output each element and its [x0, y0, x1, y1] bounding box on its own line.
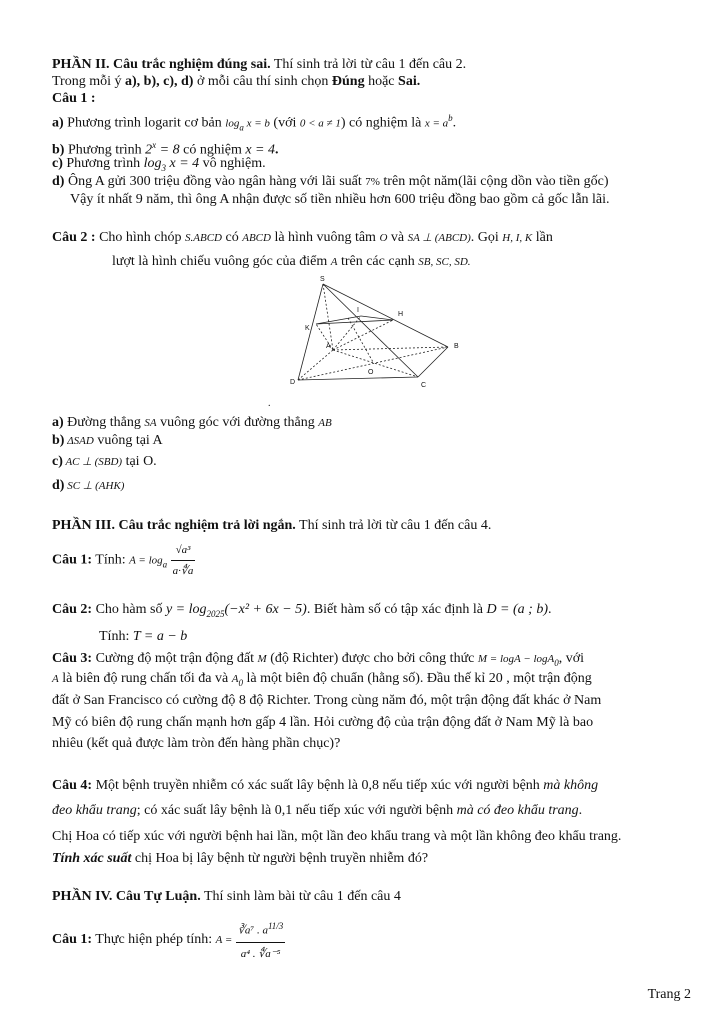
instruction-text: Trong mỗi ý [52, 74, 126, 89]
math: S.ABCD [185, 232, 222, 244]
item-text: có nghiệm [179, 142, 246, 158]
item-text: . [452, 115, 457, 131]
item-text: trên các cạnh [337, 254, 419, 269]
math: SA [144, 417, 157, 429]
fraction-numerator [236, 915, 285, 943]
item-text: ) có nghiệm là [340, 115, 425, 131]
item-text-italic: đeo khẩu trang [52, 803, 137, 818]
item-text: Thực hiện phép tính: [92, 932, 216, 948]
p3-q3-line4: Mỹ có biên độ rung chấn mạnh hơn gấp 4 lần. Hỏi cường độ của trận động đất ở Nam Mỹ là bao [52, 715, 594, 730]
math: SA ⊥ (ABCD) [407, 232, 471, 244]
p2-q2-a [52, 414, 332, 432]
p2-q1-d-line2: Vậy ít nhất 9 năm, thì ông A nhận được số tiền nhiều hơn 600 triệu đồng bao gồm cả gốc lẫn lãi. [70, 192, 610, 207]
center-o: O [368, 369, 374, 376]
math: M [257, 653, 267, 665]
instruction-true: Đúng [331, 74, 365, 89]
item-text: là một biên độ chuẩn (hằng số). Đầu thế kỉ 20 , một trận động [242, 671, 592, 686]
math: T = a − b [132, 629, 188, 644]
item-text: . [547, 602, 552, 617]
p3-q4-line3: Chị Hoa có tiếp xúc với người bệnh hai lần, một lần đeo khẩu trang và một lần không đeo khẩu trang. [52, 829, 622, 844]
math-sub: 3 [161, 162, 166, 173]
part2-intro: Thí sinh trả lời từ câu 1 đến câu 2. [270, 57, 467, 72]
item-text: tại O. [122, 454, 157, 469]
item-label: a) [52, 115, 64, 131]
math-sub: 0 [238, 677, 243, 688]
math: SC ⊥ (AHK) [64, 480, 125, 492]
item-label: c) [52, 156, 63, 171]
question-label: Câu 1: [52, 552, 93, 568]
fraction-denominator: a⁴ . ∜a⁻⁵ [240, 947, 281, 960]
item-text-bold-italic: Tính xác suất [52, 851, 132, 866]
math: log [225, 117, 240, 130]
math: A = log [129, 554, 163, 567]
pyramid-figure [288, 272, 468, 392]
item-text: Tính: [92, 552, 130, 568]
p2-q1-label: Câu 1 : [52, 91, 96, 106]
item-text: Phương trình logarit cơ bản [63, 115, 226, 131]
p3-q4-line4 [52, 850, 428, 867]
part2-instruction [52, 73, 420, 90]
p3-q4 [52, 777, 598, 794]
item-text: là biên độ rung chấn tối đa và [58, 671, 232, 686]
item-text: . [275, 142, 279, 158]
math: x = a [424, 117, 449, 130]
page-number: Trang 2 [647, 987, 691, 1002]
instruction-text: ở mỗi câu thí sinh chọn [193, 74, 332, 89]
p3-q3 [52, 650, 584, 672]
math: (−x² + 6x − 5) [224, 602, 307, 617]
item-text: (độ Richter) được cho bởi công thức [266, 651, 478, 666]
question-label: Câu 3: [52, 651, 93, 666]
math: 2 [145, 142, 153, 158]
stray-dot: . [268, 398, 271, 409]
item-label: d) [52, 174, 65, 189]
vertex-c: C [421, 382, 427, 389]
math-sub: 0 [554, 657, 559, 668]
fraction-denominator: a·∜a [172, 565, 194, 577]
part3-heading-line [52, 517, 491, 534]
p3-q1-fraction [171, 540, 196, 581]
instruction-options: a), b), c), d) [125, 74, 194, 89]
item-label: c) [52, 454, 63, 469]
item-text: Một bệnh truyền nhiễm có xác suất lây bệnh là 0,8 nếu tiếp xúc với người bệnh [92, 778, 544, 793]
item-text: Cường độ một trận động đất [92, 651, 258, 666]
part2-heading-line [52, 56, 466, 73]
item-text: Ông A gửi 300 triệu đồng vào ngân hàng với lãi suất [64, 174, 366, 189]
instruction-false: Sai. [398, 74, 421, 89]
item-text: Cho hàm số [92, 602, 166, 617]
item-label: d) [52, 478, 65, 493]
p2-q2-line2 [112, 253, 471, 271]
p4-q1 [52, 915, 285, 965]
item-text: có [222, 230, 243, 245]
p3-q1 [52, 540, 195, 581]
item-text: Cho hình chóp [95, 230, 186, 245]
part3-intro: Thí sinh trả lời từ câu 1 đến câu 4. [295, 518, 492, 533]
p4-q1-fraction [236, 915, 285, 965]
part3-heading: PHẦN III. Câu trắc nghiệm trả lời ngắn. [52, 518, 296, 533]
math: x = 4 [245, 142, 276, 158]
p2-q2-d [52, 477, 124, 495]
math-sup: 11/3 [267, 921, 284, 931]
vertex-a: A [326, 343, 331, 350]
vertex-s: S [320, 276, 325, 283]
math: ΔSAD [64, 435, 94, 447]
item-text: lần [532, 230, 553, 245]
point-h: H [398, 311, 404, 318]
p2-q1-d [52, 173, 609, 191]
instruction-text: hoặc [364, 74, 399, 89]
math: AC ⊥ (SBD) [62, 456, 123, 468]
vertex-b: B [454, 343, 459, 350]
question-label: Câu 2: [52, 602, 93, 617]
item-text: lượt là hình chiếu vuông góc của điểm [112, 254, 331, 269]
math: 7% [365, 176, 380, 188]
p3-q3-line3: đất ở San Francisco có cường độ 8 độ Richter. Trong cùng năm đó, một trận động đất khác ở Nam [52, 693, 602, 708]
item-text: chị Hoa bị lây bệnh từ người bệnh truyền nhiễm đó? [131, 851, 429, 866]
question-label: Câu 1: [52, 932, 93, 948]
question-label: Câu 4: [52, 778, 93, 793]
math: x = 4 [166, 156, 200, 171]
item-label: b) [52, 142, 65, 158]
item-text: vuông góc với đường thẳng [156, 415, 319, 430]
math: O [379, 232, 388, 244]
math-sub: 2025 [206, 608, 225, 619]
math: A [330, 256, 338, 268]
math: 0 < a ≠ 1 [299, 117, 341, 130]
p2-q2-c [52, 453, 157, 471]
item-text: ; có xác suất lây bệnh là 0,1 nếu tiếp xúc với người bệnh [136, 803, 457, 818]
math: H, I, K [502, 232, 533, 244]
math: A [52, 673, 59, 685]
item-text: Tính: [99, 629, 133, 644]
item-label: b) [52, 433, 65, 448]
math: y = log [165, 602, 207, 617]
p3-q3-line2 [52, 670, 592, 692]
item-text: , với [558, 651, 585, 666]
part2-heading: PHẦN II. Câu trắc nghiệm đúng sai. [52, 57, 271, 72]
item-text: là hình vuông tâm [270, 230, 380, 245]
item-text: vô nghiệm. [199, 156, 266, 171]
math: SB, SC, SD. [418, 256, 471, 268]
math: A [231, 673, 239, 685]
item-text: (với [269, 115, 300, 131]
math: D = (a ; b) [486, 602, 548, 617]
item-text: Phương trình [62, 156, 144, 171]
part4-heading-line [52, 888, 401, 905]
p2-q2 [52, 229, 553, 247]
item-text: Đường thẳng [63, 415, 145, 430]
numerator-base: ∛a⁷ . a [237, 924, 268, 937]
math: x = b [243, 117, 270, 130]
part4-heading: PHẦN IV. Câu Tự Luận. [52, 889, 201, 904]
item-text-italic: mà không [543, 778, 599, 793]
p3-q2 [52, 601, 551, 623]
math: log [143, 156, 162, 171]
math-sub: a [162, 559, 168, 570]
p3-q4-line2 [52, 802, 582, 819]
question-label: Câu 2 : [52, 230, 96, 245]
item-text-italic: mà có đeo khẩu trang [456, 803, 579, 818]
point-i: I [357, 307, 359, 314]
math: ABCD [242, 232, 271, 244]
item-text: . Gọi [470, 230, 503, 245]
point-k: K [305, 325, 310, 332]
math: M = logA − logA [477, 653, 555, 665]
item-text: và [387, 230, 408, 245]
p2-q2-b [52, 432, 163, 450]
p2-q1-a [52, 110, 456, 136]
item-label: a) [52, 415, 64, 430]
part4-intro: Thí sinh làm bài từ câu 1 đến câu 4 [200, 889, 401, 904]
math: A = [215, 934, 233, 947]
item-text: . [578, 803, 583, 818]
item-text: . Biết hàm số có tập xác định là [306, 602, 487, 617]
math: AB [318, 417, 332, 429]
math-sup: x [152, 140, 157, 150]
fraction-numerator: √a³ [171, 540, 196, 561]
item-text: trên một năm(lãi cộng dồn vào tiền gốc) [379, 174, 609, 189]
vertex-d: D [290, 379, 296, 386]
math: = 8 [156, 142, 180, 158]
math-sup: b [448, 113, 453, 123]
p3-q3-line5: nhiêu (kết quả được làm tròn đến hàng phần chục)? [52, 736, 341, 751]
math-sub: a [239, 122, 244, 133]
p3-q2-tinh [99, 628, 187, 645]
item-text: Phương trình [64, 142, 146, 158]
item-text: vuông tại A [93, 433, 163, 448]
